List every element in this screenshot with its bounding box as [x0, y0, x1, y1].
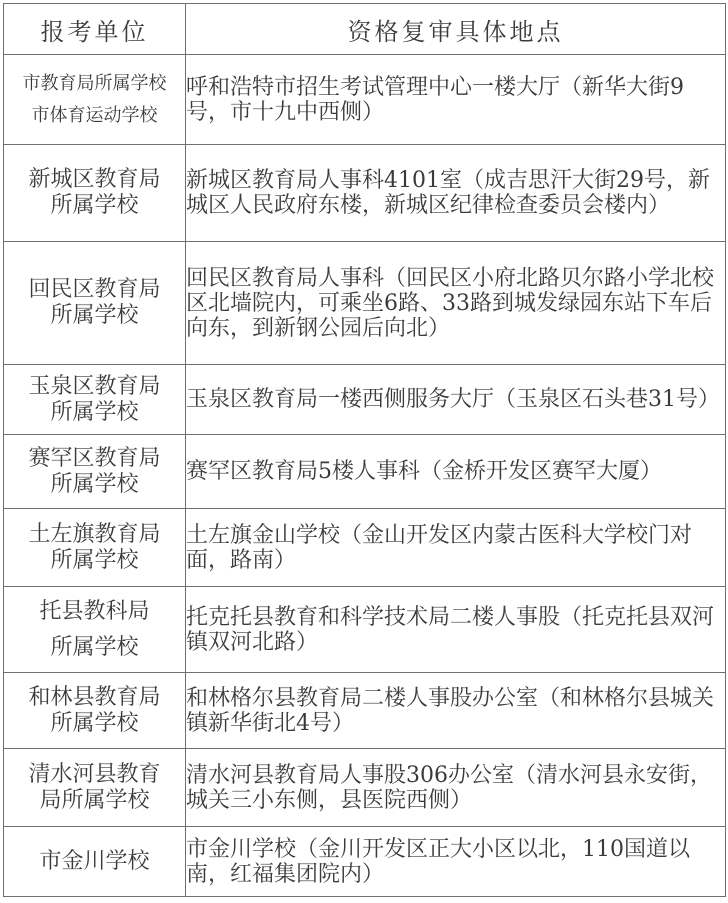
table-row — [4, 435, 726, 509]
unit-cell — [4, 509, 186, 587]
unit-line: 所属学校 — [50, 710, 139, 736]
unit-cell — [4, 55, 186, 145]
location-cell: 和林格尔县教育局二楼人事股办公室（和林格尔县城关镇新华街北4号） — [186, 673, 726, 749]
unit-line: 市体育运动学校 — [31, 104, 158, 126]
unit-line: 市教育局所属学校 — [22, 72, 167, 94]
table-row — [4, 55, 726, 145]
location-cell: 托克托县教育和科学技术局二楼人事股（托克托县双河镇双河北路） — [186, 587, 726, 673]
table-row — [4, 509, 726, 587]
table-row — [4, 673, 726, 749]
header-location: 资格复审具体地点 — [186, 4, 726, 55]
location-cell: 市金川学校（金川开发区正大小区以北，110国道以南，红福集团院内） — [186, 827, 726, 897]
table-row — [4, 827, 726, 897]
unit-line: 赛罕区教育局 — [28, 445, 161, 471]
table-row — [4, 365, 726, 435]
unit-line: 土左旗教育局 — [28, 521, 161, 547]
location-cell: 土左旗金山学校（金山开发区内蒙古医科大学校门对面，路南） — [186, 509, 726, 587]
unit-cell — [4, 749, 186, 827]
qualification-review-table — [3, 3, 726, 897]
unit-cell — [4, 587, 186, 673]
unit-line: 局所属学校 — [39, 787, 150, 813]
unit-cell — [4, 145, 186, 242]
unit-line: 所属学校 — [50, 303, 139, 328]
header-unit: 报考单位 — [4, 4, 186, 55]
unit-line: 新城区教育局 — [28, 167, 161, 192]
unit-line: 玉泉区教育局 — [28, 373, 161, 399]
table-row — [4, 587, 726, 673]
unit-cell — [4, 827, 186, 897]
unit-line: 所属学校 — [50, 547, 139, 573]
unit-line: 托县教科局 — [39, 598, 150, 624]
location-cell: 清水河县教育局人事股306办公室（清水河县永安街，城关三小东侧，县医院西侧） — [186, 749, 726, 827]
unit-line: 和林县教育局 — [28, 684, 161, 710]
location-cell: 呼和浩特市招生考试管理中心一楼大厅（新华大街9号，市十九中西侧） — [186, 55, 726, 145]
table-row — [4, 242, 726, 365]
unit-cell — [4, 242, 186, 365]
unit-cell — [4, 365, 186, 435]
unit-line: 所属学校 — [50, 399, 139, 425]
unit-line: 所属学校 — [50, 193, 139, 218]
unit-line: 所属学校 — [50, 634, 139, 660]
location-cell: 玉泉区教育局一楼西侧服务大厅（玉泉区石头巷31号） — [186, 365, 726, 435]
unit-cell — [4, 435, 186, 509]
location-cell: 新城区教育局人事科4101室（成吉思汗大街29号，新城区人民政府东楼，新城区纪律检查委员会楼内） — [186, 145, 726, 242]
table-row — [4, 749, 726, 827]
unit-line: 回民区教育局 — [28, 277, 161, 302]
location-cell: 赛罕区教育局5楼人事科（金桥开发区赛罕大厦） — [186, 435, 726, 509]
unit-line: 市金川学校 — [39, 848, 150, 874]
unit-line: 清水河县教育 — [28, 761, 161, 787]
table-header-row — [4, 4, 726, 55]
unit-line: 所属学校 — [50, 471, 139, 497]
unit-cell — [4, 673, 186, 749]
location-cell: 回民区教育局人事科（回民区小府北路贝尔路小学北校区北墙院内，可乘坐6路、33路到城发绿园东站下车后向东，到新钢公园后向北） — [186, 242, 726, 365]
table-row — [4, 145, 726, 242]
